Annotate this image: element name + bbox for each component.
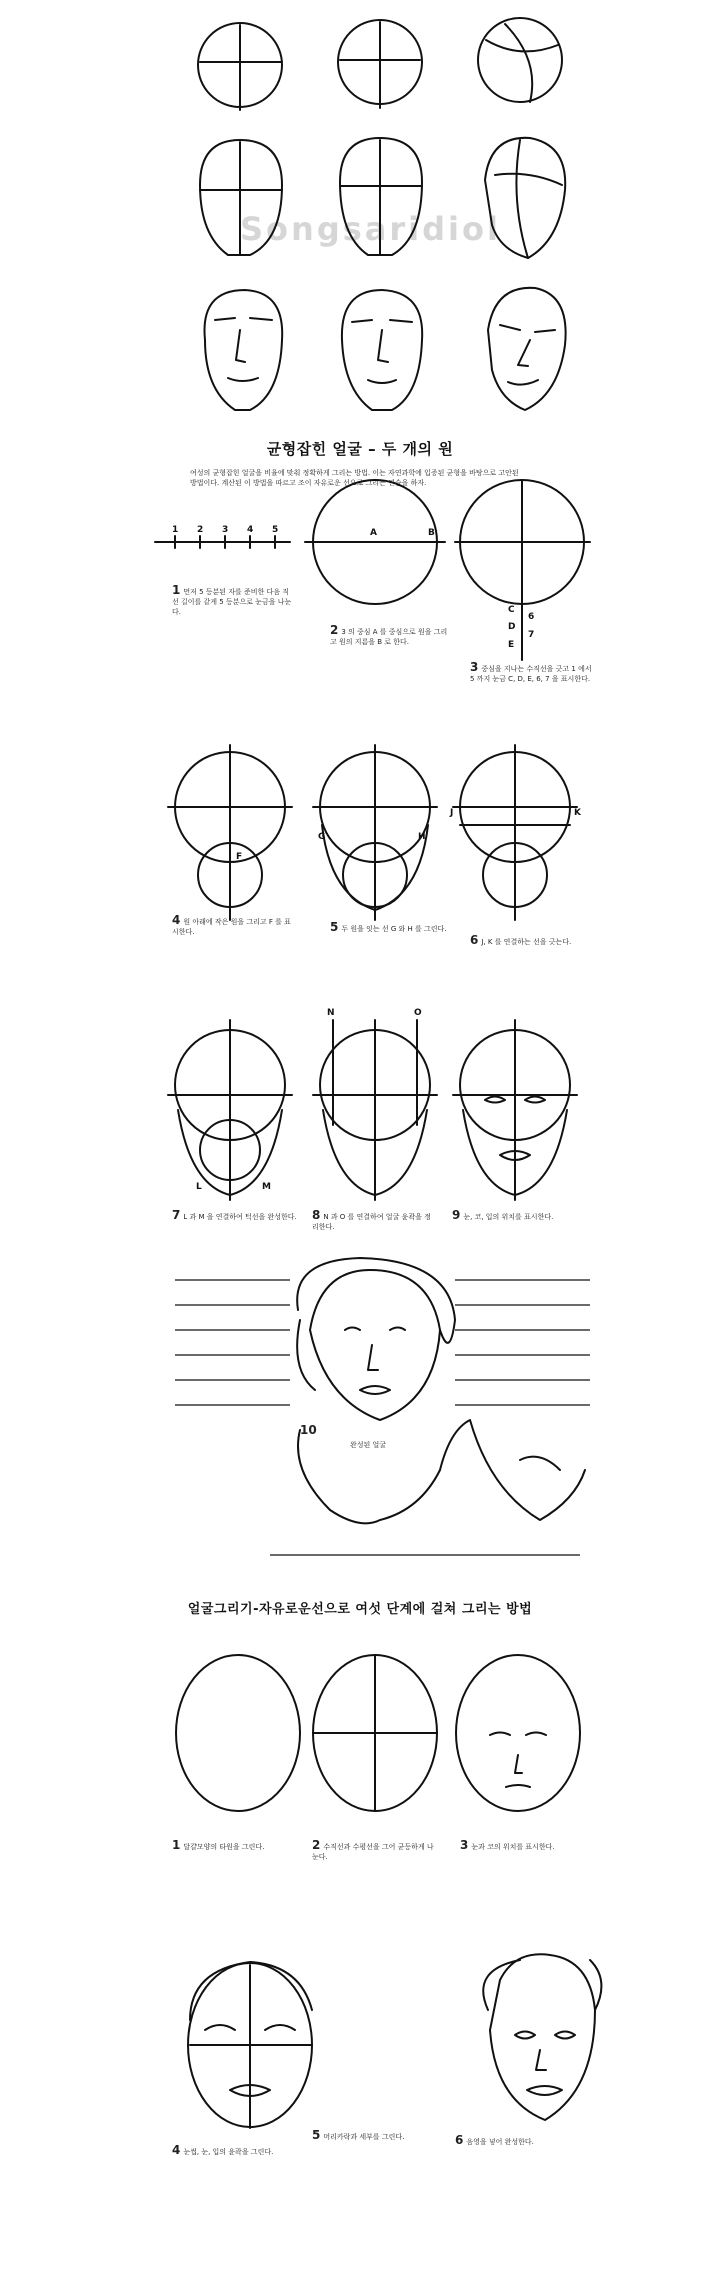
section1-intro: 여성의 균형잡힌 얼굴을 비율에 맞춰 정확하게 그리는 방법. 이는 자연과학에 입증된 균형을 바탕으로 고안된 방법이다. 계산된 이 방법을 따르고 조이 자유로운 선으로 그리는 연습을 하자. (190, 469, 519, 487)
step-7-caption: 7 L 과 M 을 연결하여 턱선을 완성한다. (172, 1208, 297, 1222)
label-d: D (508, 622, 516, 632)
ruler-label-4: 4 (247, 525, 254, 535)
label-7: 7 (528, 630, 535, 640)
label-h: H (418, 832, 426, 842)
s2-step-2-caption: 2 수직선과 수평선을 그어 균등하게 나눈다. (312, 1838, 434, 1861)
ruler-label-2: 2 (197, 525, 204, 535)
steps-1-3-diagram (0, 480, 720, 680)
label-b: B (428, 528, 435, 538)
section2-ovals (0, 1655, 720, 1825)
section2-faces (0, 1950, 720, 2140)
label-6: 6 (528, 612, 535, 622)
step-10-text: 완성된 얼굴 (350, 1441, 387, 1449)
label-j: J (450, 808, 454, 818)
step-3-caption: 3 중심을 지나는 수직선을 긋고 1 에서 5 까지 눈금 C, D, E, 6, 7 을 표시한다. (470, 660, 592, 683)
s2-step-1-caption: 1 달걀모양의 타원을 그린다. (172, 1838, 265, 1852)
label-k: K (574, 808, 581, 818)
section1-title: 균형잡힌 얼굴 – 두 개의 원 (266, 440, 454, 458)
section2-title: 얼굴그리기-자유로운선으로 여섯 단계에 걸쳐 그리는 방법 (187, 1602, 533, 1617)
steps-4-6-diagram (0, 745, 720, 925)
step-10-caption: 10 (300, 1423, 317, 1437)
step-5-caption: 5 두 원을 잇는 선 G 와 H 를 그린다. (330, 920, 447, 934)
ruler-label-1: 1 (172, 525, 179, 535)
s2-step-6-caption: 6 음영을 넣어 완성한다. (455, 2133, 534, 2147)
step-1-caption: 1 먼저 5 등분된 자를 준비한 다음 직선 길이를 같게 5 등분으로 눈금을 나눈다. (172, 583, 292, 616)
steps-7-9-diagram (0, 1015, 720, 1205)
s2-step-5-caption: 5 머리카락과 세부를 그린다. (312, 2128, 405, 2142)
label-o: O (414, 1008, 422, 1018)
step-4-caption: 4 원 아래에 작은 원을 그리고 F 를 표시한다. (172, 913, 291, 936)
watermark: Songsaridiol (240, 210, 501, 248)
label-l: L (196, 1182, 202, 1192)
label-m: M (262, 1182, 271, 1192)
label-g: G (318, 832, 326, 842)
head-sketch-grid (0, 0, 720, 420)
ruler-label-5: 5 (272, 525, 279, 535)
label-n: N (327, 1008, 335, 1018)
s2-step-4-caption: 4 눈썹, 눈, 입의 윤곽을 그린다. (172, 2143, 274, 2157)
label-f: F (236, 852, 243, 862)
label-e: E (508, 640, 515, 650)
step-10-illustration (0, 1270, 720, 1570)
step-9-caption: 9 눈, 코, 입의 위치를 표시한다. (452, 1208, 554, 1222)
ruler-label-3: 3 (222, 525, 229, 535)
label-a: A (370, 528, 377, 538)
s2-step-3-caption: 3 눈과 코의 위치를 표시한다. (460, 1838, 555, 1852)
label-c: C (508, 605, 515, 615)
step-2-caption: 2 3 의 중심 A 를 중심으로 원을 그리고 원의 지름을 B 로 한다. (330, 623, 448, 646)
step-8-caption: 8 N 과 O 를 연결하여 얼굴 윤곽을 정리한다. (312, 1208, 431, 1231)
step-6-caption: 6 J, K 를 연결하는 선을 긋는다. (470, 933, 572, 947)
